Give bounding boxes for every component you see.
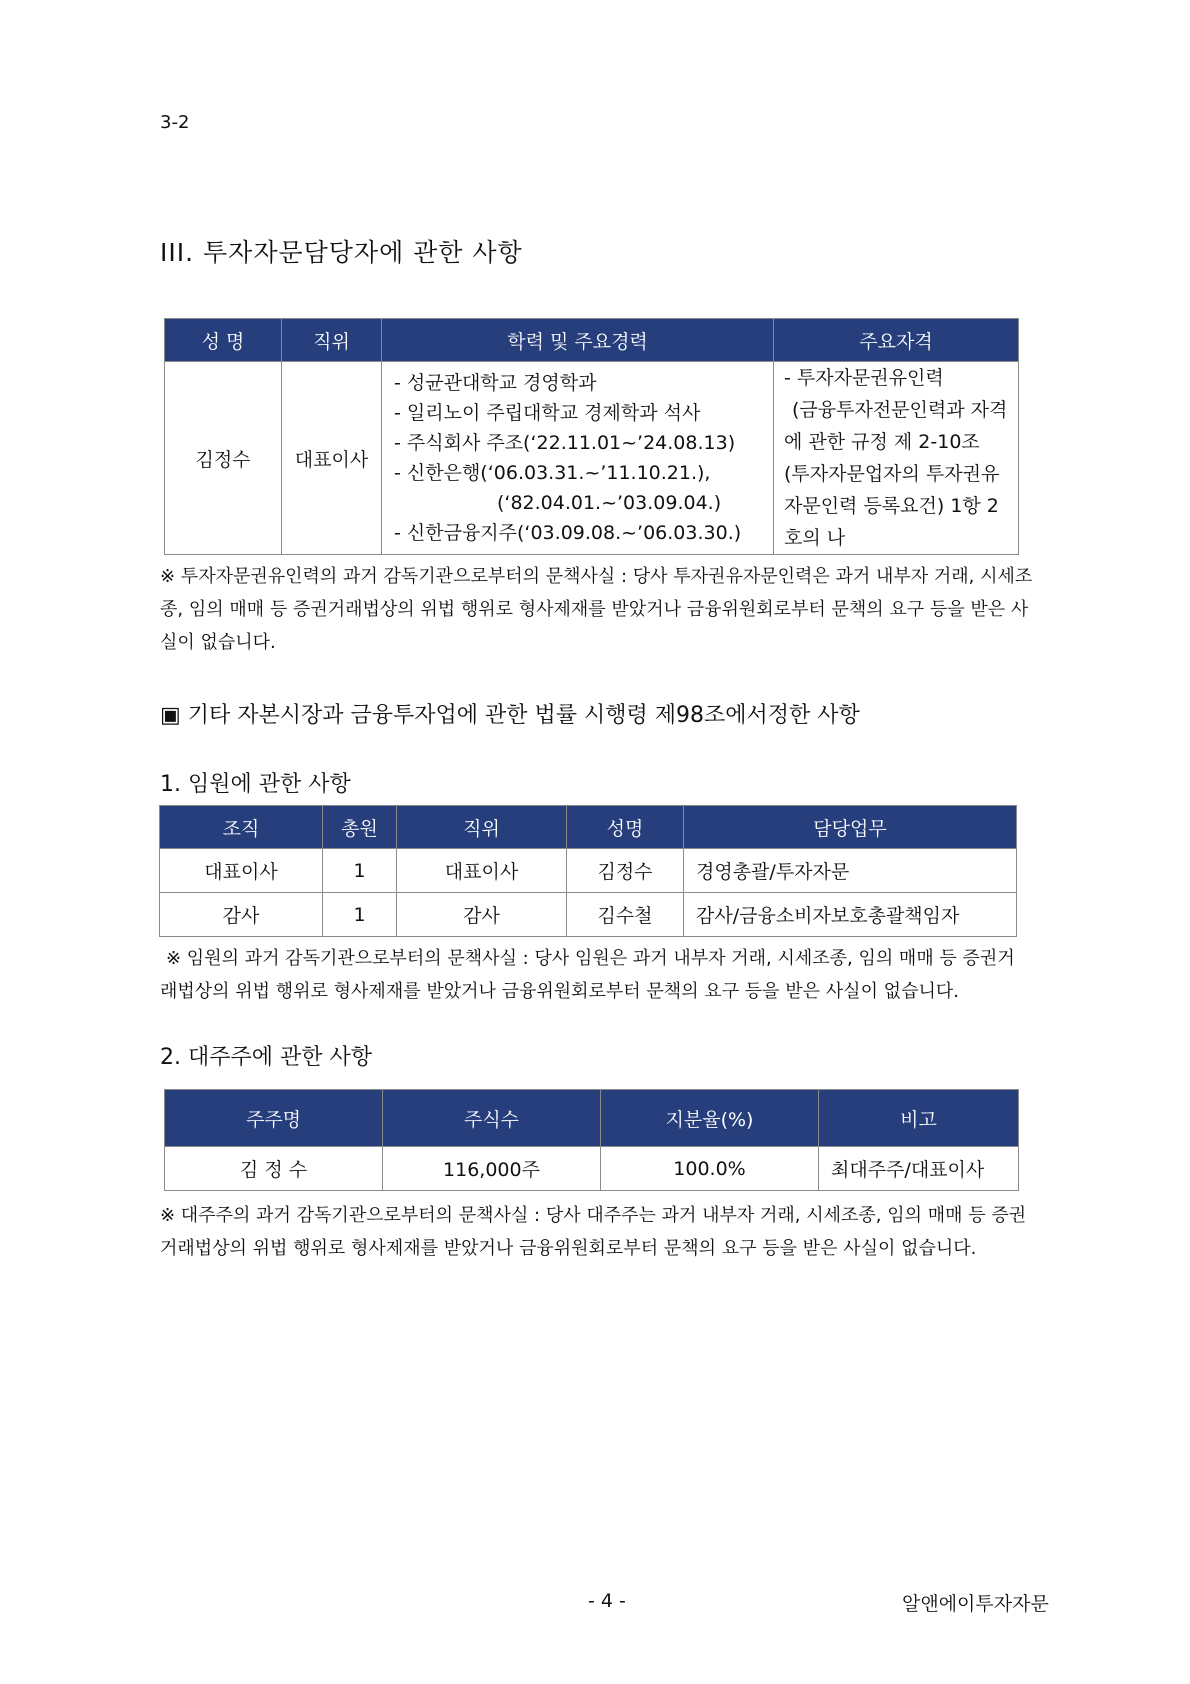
qualification-line: 호의 나 — [784, 527, 846, 549]
qualification-line: (금융투자전문인력과 자격 — [792, 399, 1008, 421]
cell-shares: 116,000주 — [383, 1147, 601, 1191]
header-duty: 담당업무 — [684, 806, 1017, 849]
header-org: 조직 — [160, 806, 323, 849]
career-line: (‘82.04.01.~’03.09.04.) — [497, 492, 722, 514]
header-position: 직위 — [282, 319, 382, 362]
footer-company: 알앤에이투자자문 — [902, 1593, 1049, 1615]
cell-org: 감사 — [160, 893, 323, 937]
note-line: 래법상의 위법 행위로 형사제재를 받았거나 금융위원회로부터 문책의 요구 등을 받은 사실이 없습니다. — [160, 981, 959, 1002]
header-name: 성명 — [567, 806, 684, 849]
advisor-name: 김정수 — [165, 362, 282, 555]
footer-page-number: - 4 - — [588, 1590, 626, 1612]
cell-name: 김정수 — [567, 849, 684, 893]
subsection-title: ▣ 기타 자본시장과 금융투자업에 관한 법률 시행령 제98조에서정한 사항 — [160, 703, 860, 728]
cell-org: 대표이사 — [160, 849, 323, 893]
cell-holder: 김 정 수 — [165, 1147, 383, 1191]
cell-position: 대표이사 — [397, 849, 567, 893]
header-shares: 주식수 — [383, 1090, 601, 1147]
header-ratio: 지분율(%) — [601, 1090, 819, 1147]
header-name: 성 명 — [165, 319, 282, 362]
advisor-table — [164, 318, 1019, 555]
career-line: - 주식회사 주조(‘22.11.01~’24.08.13) — [394, 432, 736, 454]
career-line: - 일리노이 주립대학교 경제학과 석사 — [394, 402, 701, 424]
note-line: 종, 임의 매매 등 증권거래법상의 위법 행위로 형사제재를 받았거나 금융위원회로부터 문책의 요구 등을 받은 사 — [160, 599, 1029, 620]
shareholders-table — [164, 1089, 1019, 1191]
cell-ratio: 100.0% — [601, 1147, 819, 1191]
officers-note — [160, 942, 1058, 1008]
officers-table — [159, 805, 1017, 937]
officers-title: 1. 임원에 관한 사항 — [160, 772, 351, 797]
advisor-table-header — [165, 319, 1019, 362]
advisor-note — [160, 560, 1058, 659]
note-line: ※ 투자자문권유인력의 과거 감독기관으로부터의 문책사실 : 당사 투자권유자문인력은 과거 내부자 거래, 시세조 — [160, 566, 1033, 587]
qualification-line: 에 관한 규정 제 2-10조 — [784, 431, 980, 453]
cell-remarks: 최대주주/대표이사 — [819, 1147, 1019, 1191]
note-line: ※ 임원의 과거 감독기관으로부터의 문책사실 : 당사 임원은 과거 내부자 거래, 시세조종, 임의 매매 등 증권거 — [166, 948, 1015, 969]
shareholders-note — [160, 1199, 1058, 1265]
note-line: 거래법상의 위법 행위로 형사제재를 받았거나 금융위원회로부터 문책의 요구 등을 받은 사실이 없습니다. — [160, 1238, 977, 1259]
header-career: 학력 및 주요경력 — [382, 319, 774, 362]
shareholders-title: 2. 대주주에 관한 사항 — [160, 1045, 372, 1070]
cell-position: 감사 — [397, 893, 567, 937]
page-label: 3-2 — [160, 112, 190, 133]
career-line: - 신한은행(‘06.03.31.~’11.10.21.), — [394, 462, 711, 484]
qualification-line: 자문인력 등록요건) 1항 2 — [784, 495, 999, 517]
advisor-position: 대표이사 — [282, 362, 382, 555]
career-line: - 성균관대학교 경영학과 — [394, 372, 597, 394]
qualification-line: (투자자문업자의 투자권유 — [784, 463, 1000, 485]
header-holder: 주주명 — [165, 1090, 383, 1147]
cell-duty: 경영총괄/투자자문 — [684, 849, 1017, 893]
table-row — [160, 849, 1017, 893]
note-line: 실이 없습니다. — [160, 632, 276, 653]
header-position: 직위 — [397, 806, 567, 849]
table-row — [165, 1147, 1019, 1191]
advisor-qualification — [774, 362, 1019, 555]
advisor-career — [382, 362, 774, 555]
note-line: ※ 대주주의 과거 감독기관으로부터의 문책사실 : 당사 대주주는 과거 내부자 거래, 시세조종, 임의 매매 등 증권 — [160, 1205, 1027, 1226]
cell-duty: 감사/금융소비자보호총괄책임자 — [684, 893, 1017, 937]
cell-name: 김수철 — [567, 893, 684, 937]
header-qualification: 주요자격 — [774, 319, 1019, 362]
header-remarks: 비고 — [819, 1090, 1019, 1147]
header-count: 총원 — [323, 806, 397, 849]
cell-count: 1 — [323, 849, 397, 893]
table-row — [165, 362, 1019, 555]
shareholders-table-header — [165, 1090, 1019, 1147]
officers-table-header — [160, 806, 1017, 849]
table-row — [160, 893, 1017, 937]
qualification-line: - 투자자문권유인력 — [784, 367, 944, 389]
cell-count: 1 — [323, 893, 397, 937]
section-title: III. 투자자문담당자에 관한 사항 — [160, 238, 523, 267]
career-line: - 신한금융지주(‘03.09.08.~’06.03.30.) — [394, 522, 742, 544]
